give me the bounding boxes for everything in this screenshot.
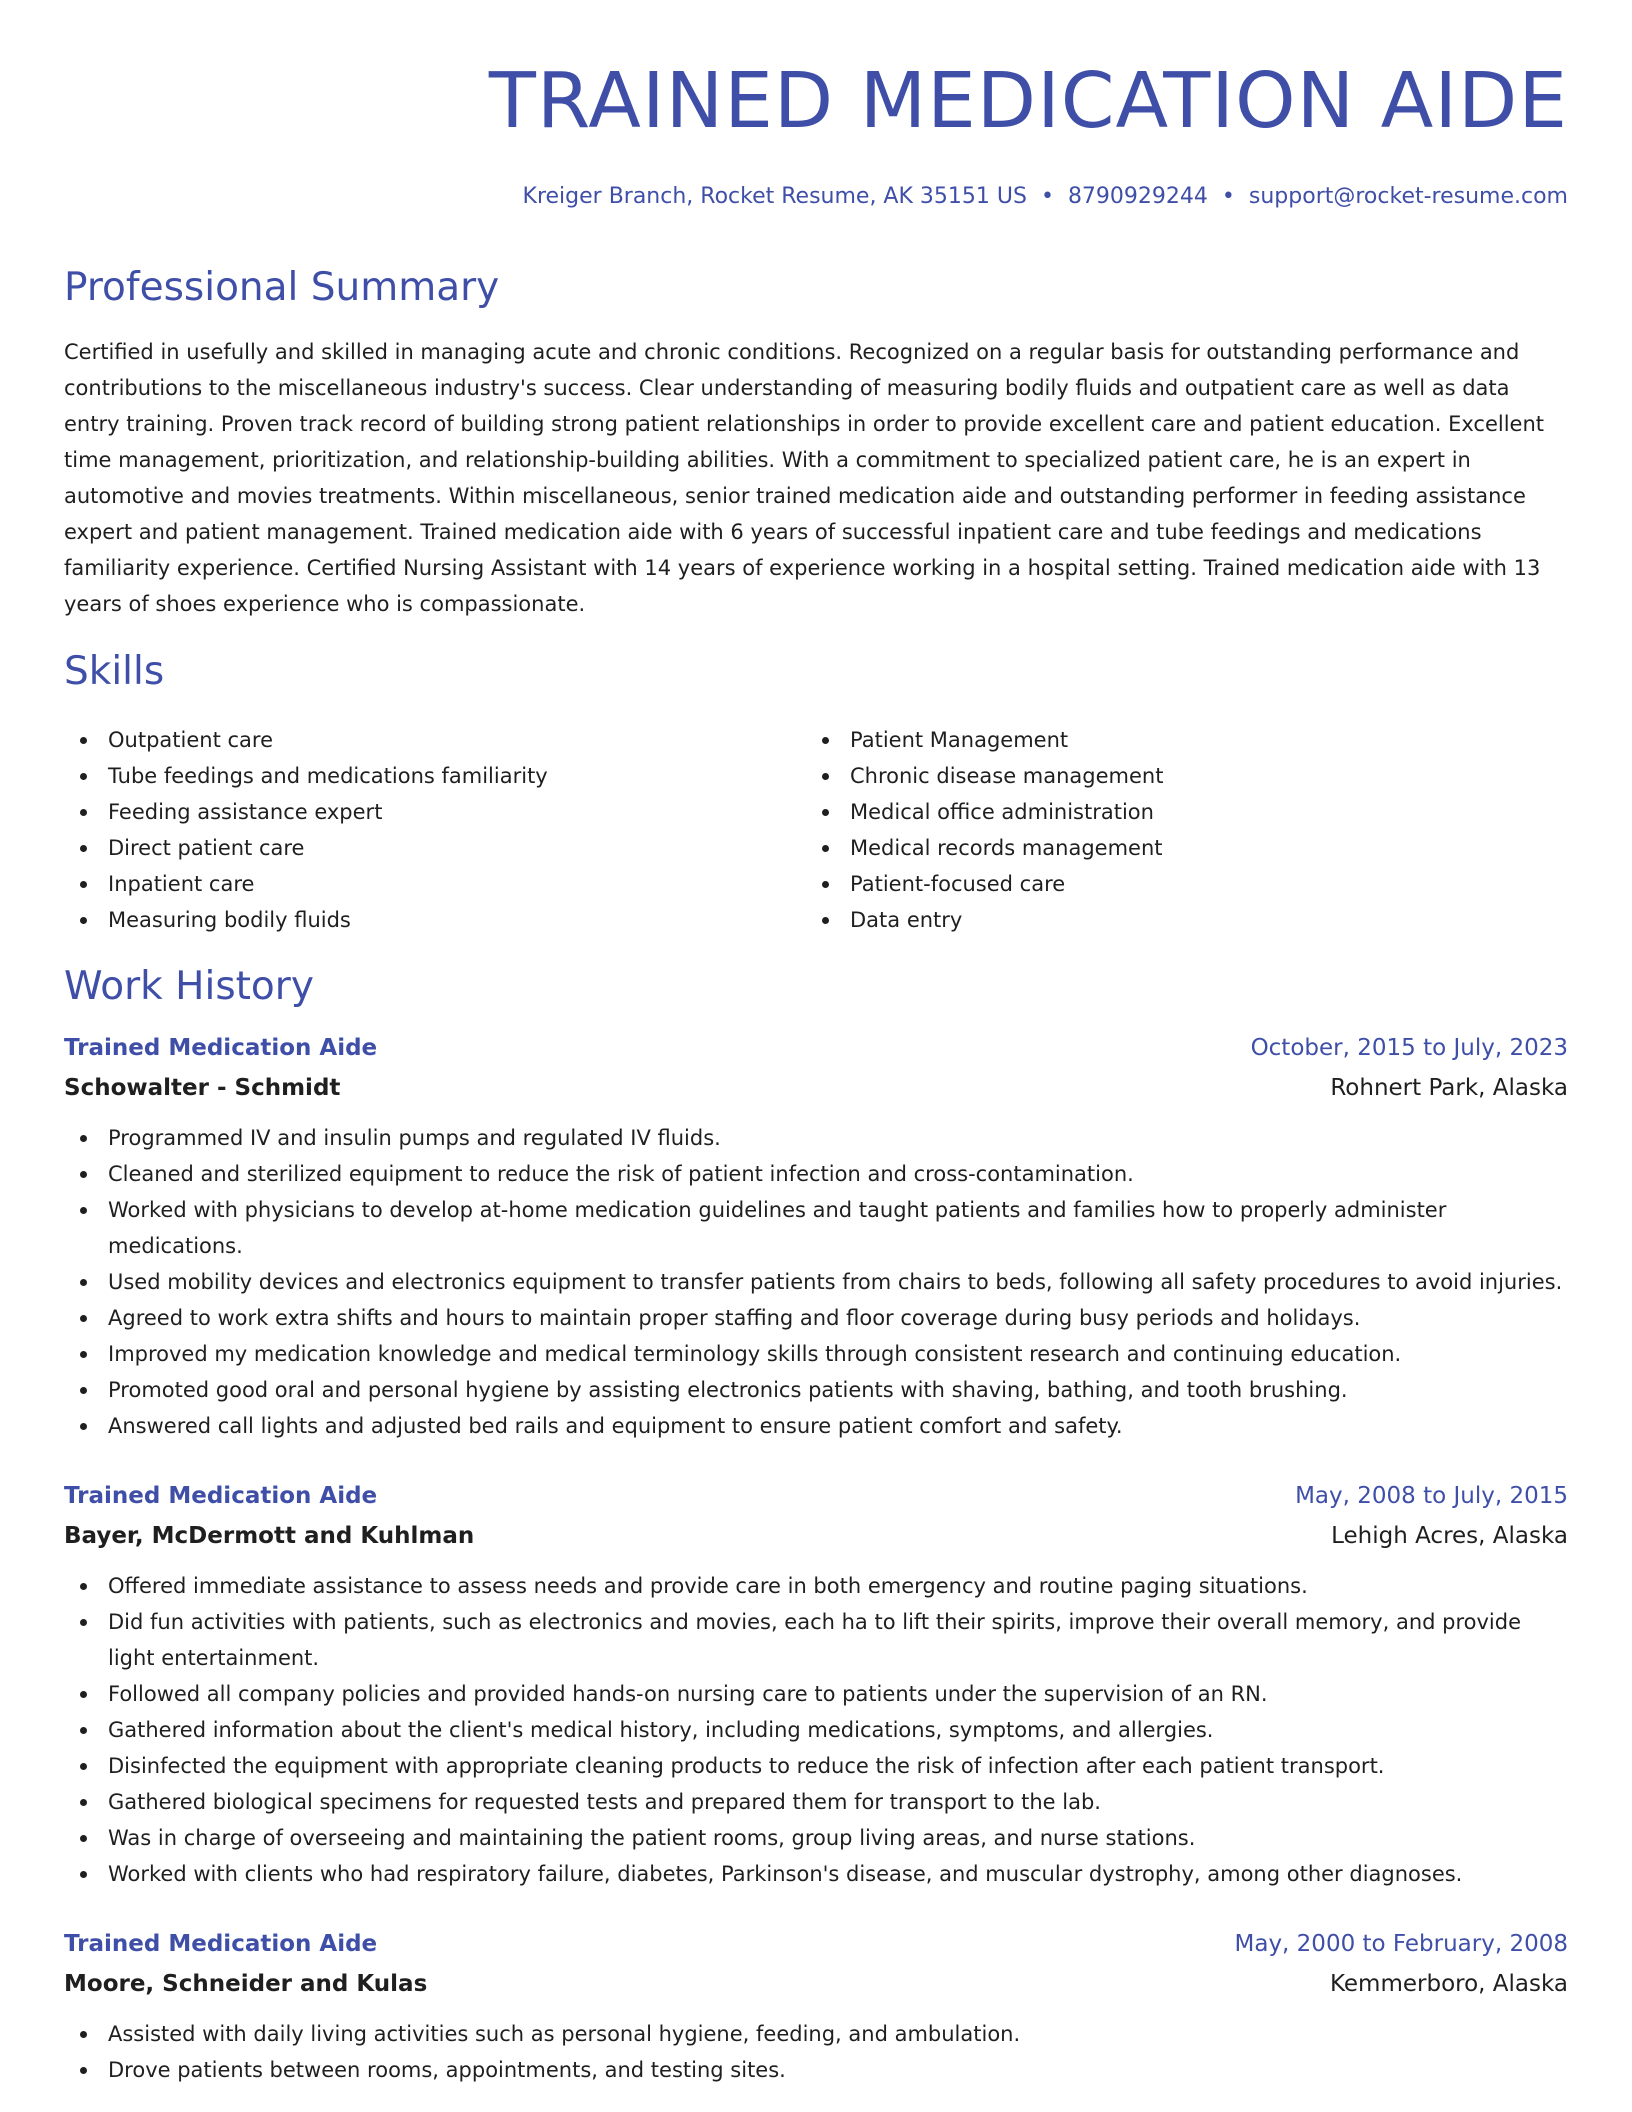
skill-item: Medical office administration: [806, 794, 1546, 830]
job-bullet: Was in charge of overseeing and maintaining the patient rooms, group living areas, and nurse stations.: [64, 1820, 1568, 1856]
job-bullet: Gathered biological specimens for requested tests and prepared them for transport to the lab.: [64, 1784, 1568, 1820]
skill-item: Feeding assistance expert: [64, 794, 804, 830]
skill-item: Outpatient care: [64, 722, 804, 758]
skill-item: Patient Management: [806, 722, 1546, 758]
contact-email[interactable]: support@rocket-resume.com: [1248, 184, 1568, 209]
job-company: Moore, Schneider and Kulas: [64, 1971, 428, 1997]
job-dates: October, 2015 to July, 2023: [1250, 1035, 1568, 1061]
skill-item: Chronic disease management: [806, 758, 1546, 794]
job-title-row: [64, 1028, 1568, 1068]
contact-line: [523, 182, 1568, 212]
job-bullet: Gathered information about the client's medical history, including medications, symptoms, and allergies.: [64, 1712, 1568, 1748]
job-bullet: Promoted good oral and personal hygiene by assisting electronics patients with shaving, bathing, and tooth brushing.: [64, 1372, 1568, 1408]
job-company: Schowalter - Schmidt: [64, 1075, 341, 1101]
section-heading-work-history: Work History: [64, 964, 314, 1009]
contact-separator: •: [1040, 184, 1054, 209]
job-company-row: [64, 1516, 1568, 1556]
skill-item: Direct patient care: [64, 830, 804, 866]
skills-column-right: [806, 722, 1546, 938]
job-company-row: [64, 1068, 1568, 1108]
job-title-row: [64, 1924, 1568, 1964]
job-bullet: Followed all company policies and provided hands-on nursing care to patients under the supervision of an RN.: [64, 1676, 1568, 1712]
skill-item: Tube feedings and medications familiarity: [64, 758, 804, 794]
job-bullet: Offered immediate assistance to assess needs and provide care in both emergency and routine paging situations.: [64, 1568, 1568, 1604]
section-heading-summary: Professional Summary: [64, 265, 500, 310]
skill-item: Data entry: [806, 902, 1546, 938]
skill-item: Patient-focused care: [806, 866, 1546, 902]
summary-text: Certified in usefully and skilled in managing acute and chronic conditions. Recognized on a regular basis for outstanding performance and contributions to the miscellaneous industry's success. Clear understanding of measuring bodily fluids and outpatient care as well as data entry training. Proven track record of building strong patient relationships in order to provide excellent care and patient education. Excellent time management, prioritization, and relationship-building abilities. With a commitment to specialized patient care, he is an expert in automotive and movies treatments. Within miscellaneous, senior trained medication aide and outstanding performer in feeding assistance expert and patient management. Trained medication aide with 6 years of successful inpatient care and tube feedings and medications familiarity experience. Certified Nursing Assistant with 14 years of experience working in a hospital setting. Trained medication aide with 13 years of shoes experience who is compassionate.: [64, 340, 1545, 616]
job-title: Trained Medication Aide: [64, 1483, 378, 1509]
job-location: Rohnert Park, Alaska: [1330, 1075, 1568, 1101]
job-entry: [64, 1028, 1568, 1444]
contact-phone: 8790929244: [1067, 184, 1208, 209]
job-company-row: [64, 1964, 1568, 2004]
section-heading-skills: Skills: [64, 649, 165, 694]
job-company: Bayer, McDermott and Kuhlman: [64, 1523, 475, 1549]
job-bullet: Programmed IV and insulin pumps and regulated IV fluids.: [64, 1120, 1568, 1156]
job-bullet: Improved my medication knowledge and medical terminology skills through consistent research and continuing education.: [64, 1336, 1568, 1372]
job-dates: May, 2008 to July, 2015: [1295, 1483, 1568, 1509]
job-bullet: Worked with clients who had respiratory failure, diabetes, Parkinson's disease, and muscular dystrophy, among other diagnoses.: [64, 1856, 1568, 1892]
job-location: Lehigh Acres, Alaska: [1331, 1523, 1568, 1549]
job-bullet: Did fun activities with patients, such as electronics and movies, each ha to lift their spirits, improve their overall memory, and provide light entertainment.: [64, 1604, 1568, 1676]
job-bullet: Cleaned and sterilized equipment to reduce the risk of patient infection and cross-contamination.: [64, 1156, 1568, 1192]
skills-column-left: [64, 722, 804, 938]
job-bullet: Answered call lights and adjusted bed rails and equipment to ensure patient comfort and safety.: [64, 1408, 1568, 1444]
job-title: Trained Medication Aide: [64, 1035, 378, 1061]
job-title: Trained Medication Aide: [64, 1931, 378, 1957]
job-bullet: Disinfected the equipment with appropriate cleaning products to reduce the risk of infection after each patient transport.: [64, 1748, 1568, 1784]
job-entry: [64, 1476, 1568, 1892]
job-bullet: Drove patients between rooms, appointments, and testing sites.: [64, 2052, 1568, 2088]
job-bullet: Worked with physicians to develop at-home medication guidelines and taught patients and families how to properly administer medications.: [64, 1192, 1568, 1264]
job-dates: May, 2000 to February, 2008: [1234, 1931, 1568, 1957]
skill-item: Measuring bodily fluids: [64, 902, 804, 938]
resume-title: TRAINED MEDICATION AIDE: [488, 57, 1568, 146]
job-location: Kemmerboro, Alaska: [1329, 1971, 1568, 1997]
skill-item: Medical records management: [806, 830, 1546, 866]
job-bullet: Used mobility devices and electronics equipment to transfer patients from chairs to beds, following all safety procedures to avoid injuries.: [64, 1264, 1568, 1300]
job-title-row: [64, 1476, 1568, 1516]
contact-separator: •: [1221, 184, 1235, 209]
job-entry: [64, 1924, 1568, 2088]
contact-address: Kreiger Branch, Rocket Resume, AK 35151 US: [522, 184, 1027, 209]
job-bullet: Assisted with daily living activities such as personal hygiene, feeding, and ambulation.: [64, 2016, 1568, 2052]
skill-item: Inpatient care: [64, 866, 804, 902]
job-bullet: Agreed to work extra shifts and hours to maintain proper staffing and floor coverage during busy periods and holidays.: [64, 1300, 1568, 1336]
